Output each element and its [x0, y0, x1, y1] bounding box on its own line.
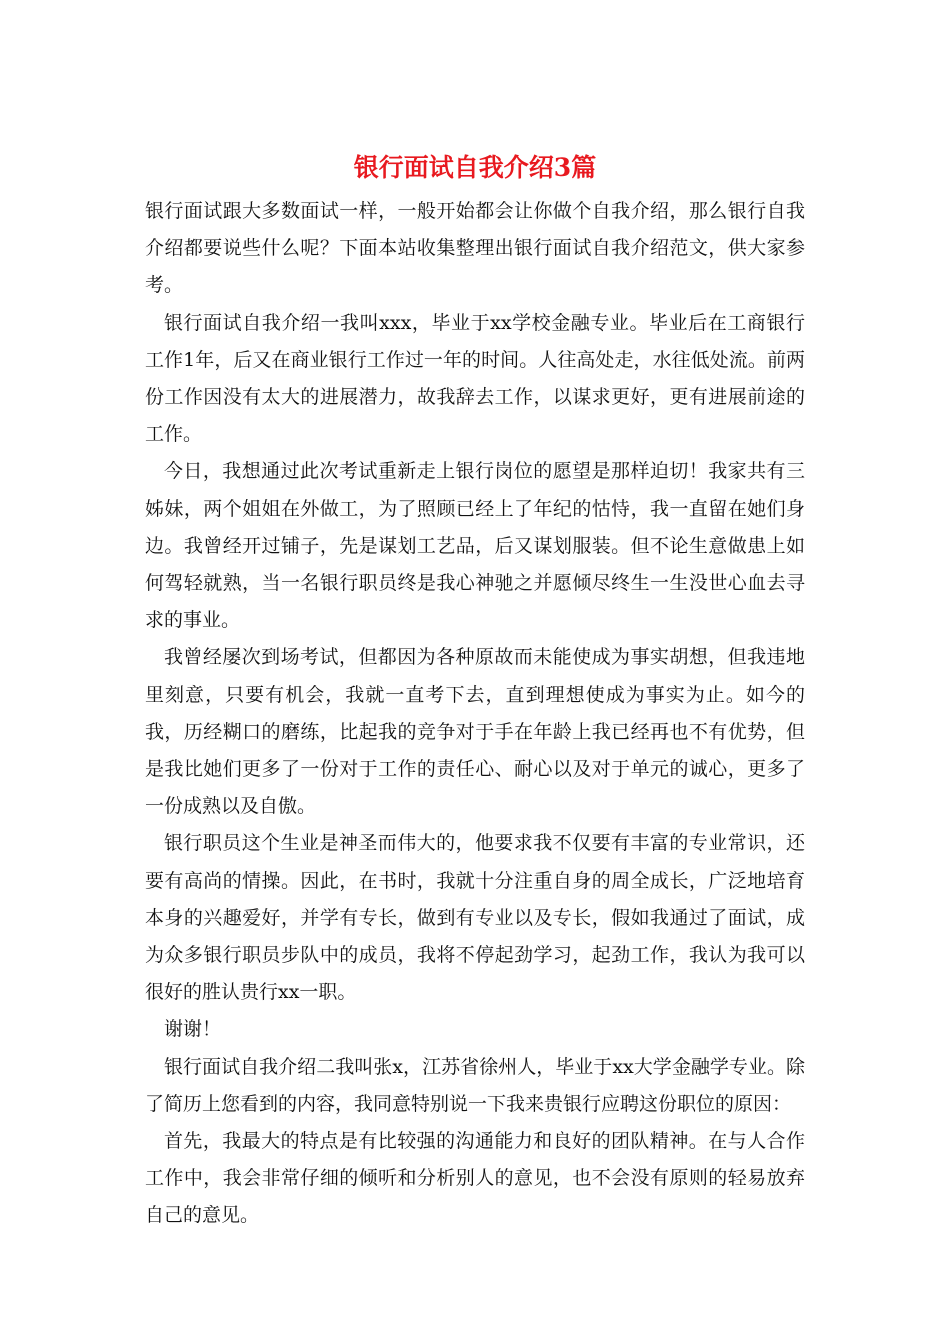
paragraph-today: 今日，我想通过此次考试重新走上银行岗位的愿望是那样迫切！我家共有三姊妹，两个姐姐在外做工，为了照顾已经上了年纪的怙恃，我一直留在她们身边。我曾经开过铺子，先是谋划工艺品，后又谋划服装。但不论生意做患上如何驾轻就熟，当一名银行职员终是我心神驰之并愿倾尽终生一生没世心血去寻求的事业。 [145, 460, 805, 632]
paragraph-first: 首先，我最大的特点是有比较强的沟通能力和良好的团队精神。在与人合作工作中，我会非常仔细的倾听和分析别人的意见，也不会没有原则的轻易放弃自己的意见。 [145, 1130, 805, 1227]
paragraph-thanks: 谢谢！ [164, 1018, 222, 1041]
paragraph-career: 银行职员这个生业是神圣而伟大的，他要求我不仅要有丰富的专业常识，还要有高尚的情操。因此，在书时，我就十分注重自身的周全成长，广泛地培育本身的兴趣爱好，并学有专长，做到有专业以及专长，假如我通过了面试，成为众多银行职员步队中的成员，我将不停起劲学习，起劲工作，我认为我可以很好的胜认贵行xx一职。 [145, 832, 805, 1004]
paragraph-intro-two: 银行面试自我介绍二我叫张x，江苏省徐州人，毕业于xx大学金融学专业。除了简历上您看到的内容，我同意特别说一下我来贵银行应聘这份职位的原因： [145, 1055, 805, 1115]
document-title: 银行面试自我介绍3篇 [353, 153, 597, 182]
paragraph-intro-one: 银行面试自我介绍一我叫xxx，毕业于xx学校金融专业。毕业后在工商银行工作1年，后又在商业银行工作过一年的时间。人往高处走，水往低处流。前两份工作因没有太大的进展潜力，故我辞去工作，以谋求更好，更有进展前途的工作。 [145, 311, 805, 446]
document-body [145, 193, 805, 1235]
paragraph-intro: 银行面试跟大多数面试一样，一般开始都会让你做个自我介绍，那么银行自我介绍都要说些什么呢？下面本站收集整理出银行面试自我介绍范文，供大家参考。 [145, 200, 805, 297]
paragraph-exam: 我曾经屡次到场考试，但都因为各种原故而未能使成为事实胡想，但我违地里刻意，只要有机会，我就一直考下去，直到理想使成为事实为止。如今的我，历经糊口的磨练，比起我的竞争对于手在年龄上我已经再也不有优势，但是我比她们更多了一份对于工作的责任心、耐心以及对于单元的诚心，更多了一份成熟以及自傲。 [145, 646, 805, 818]
